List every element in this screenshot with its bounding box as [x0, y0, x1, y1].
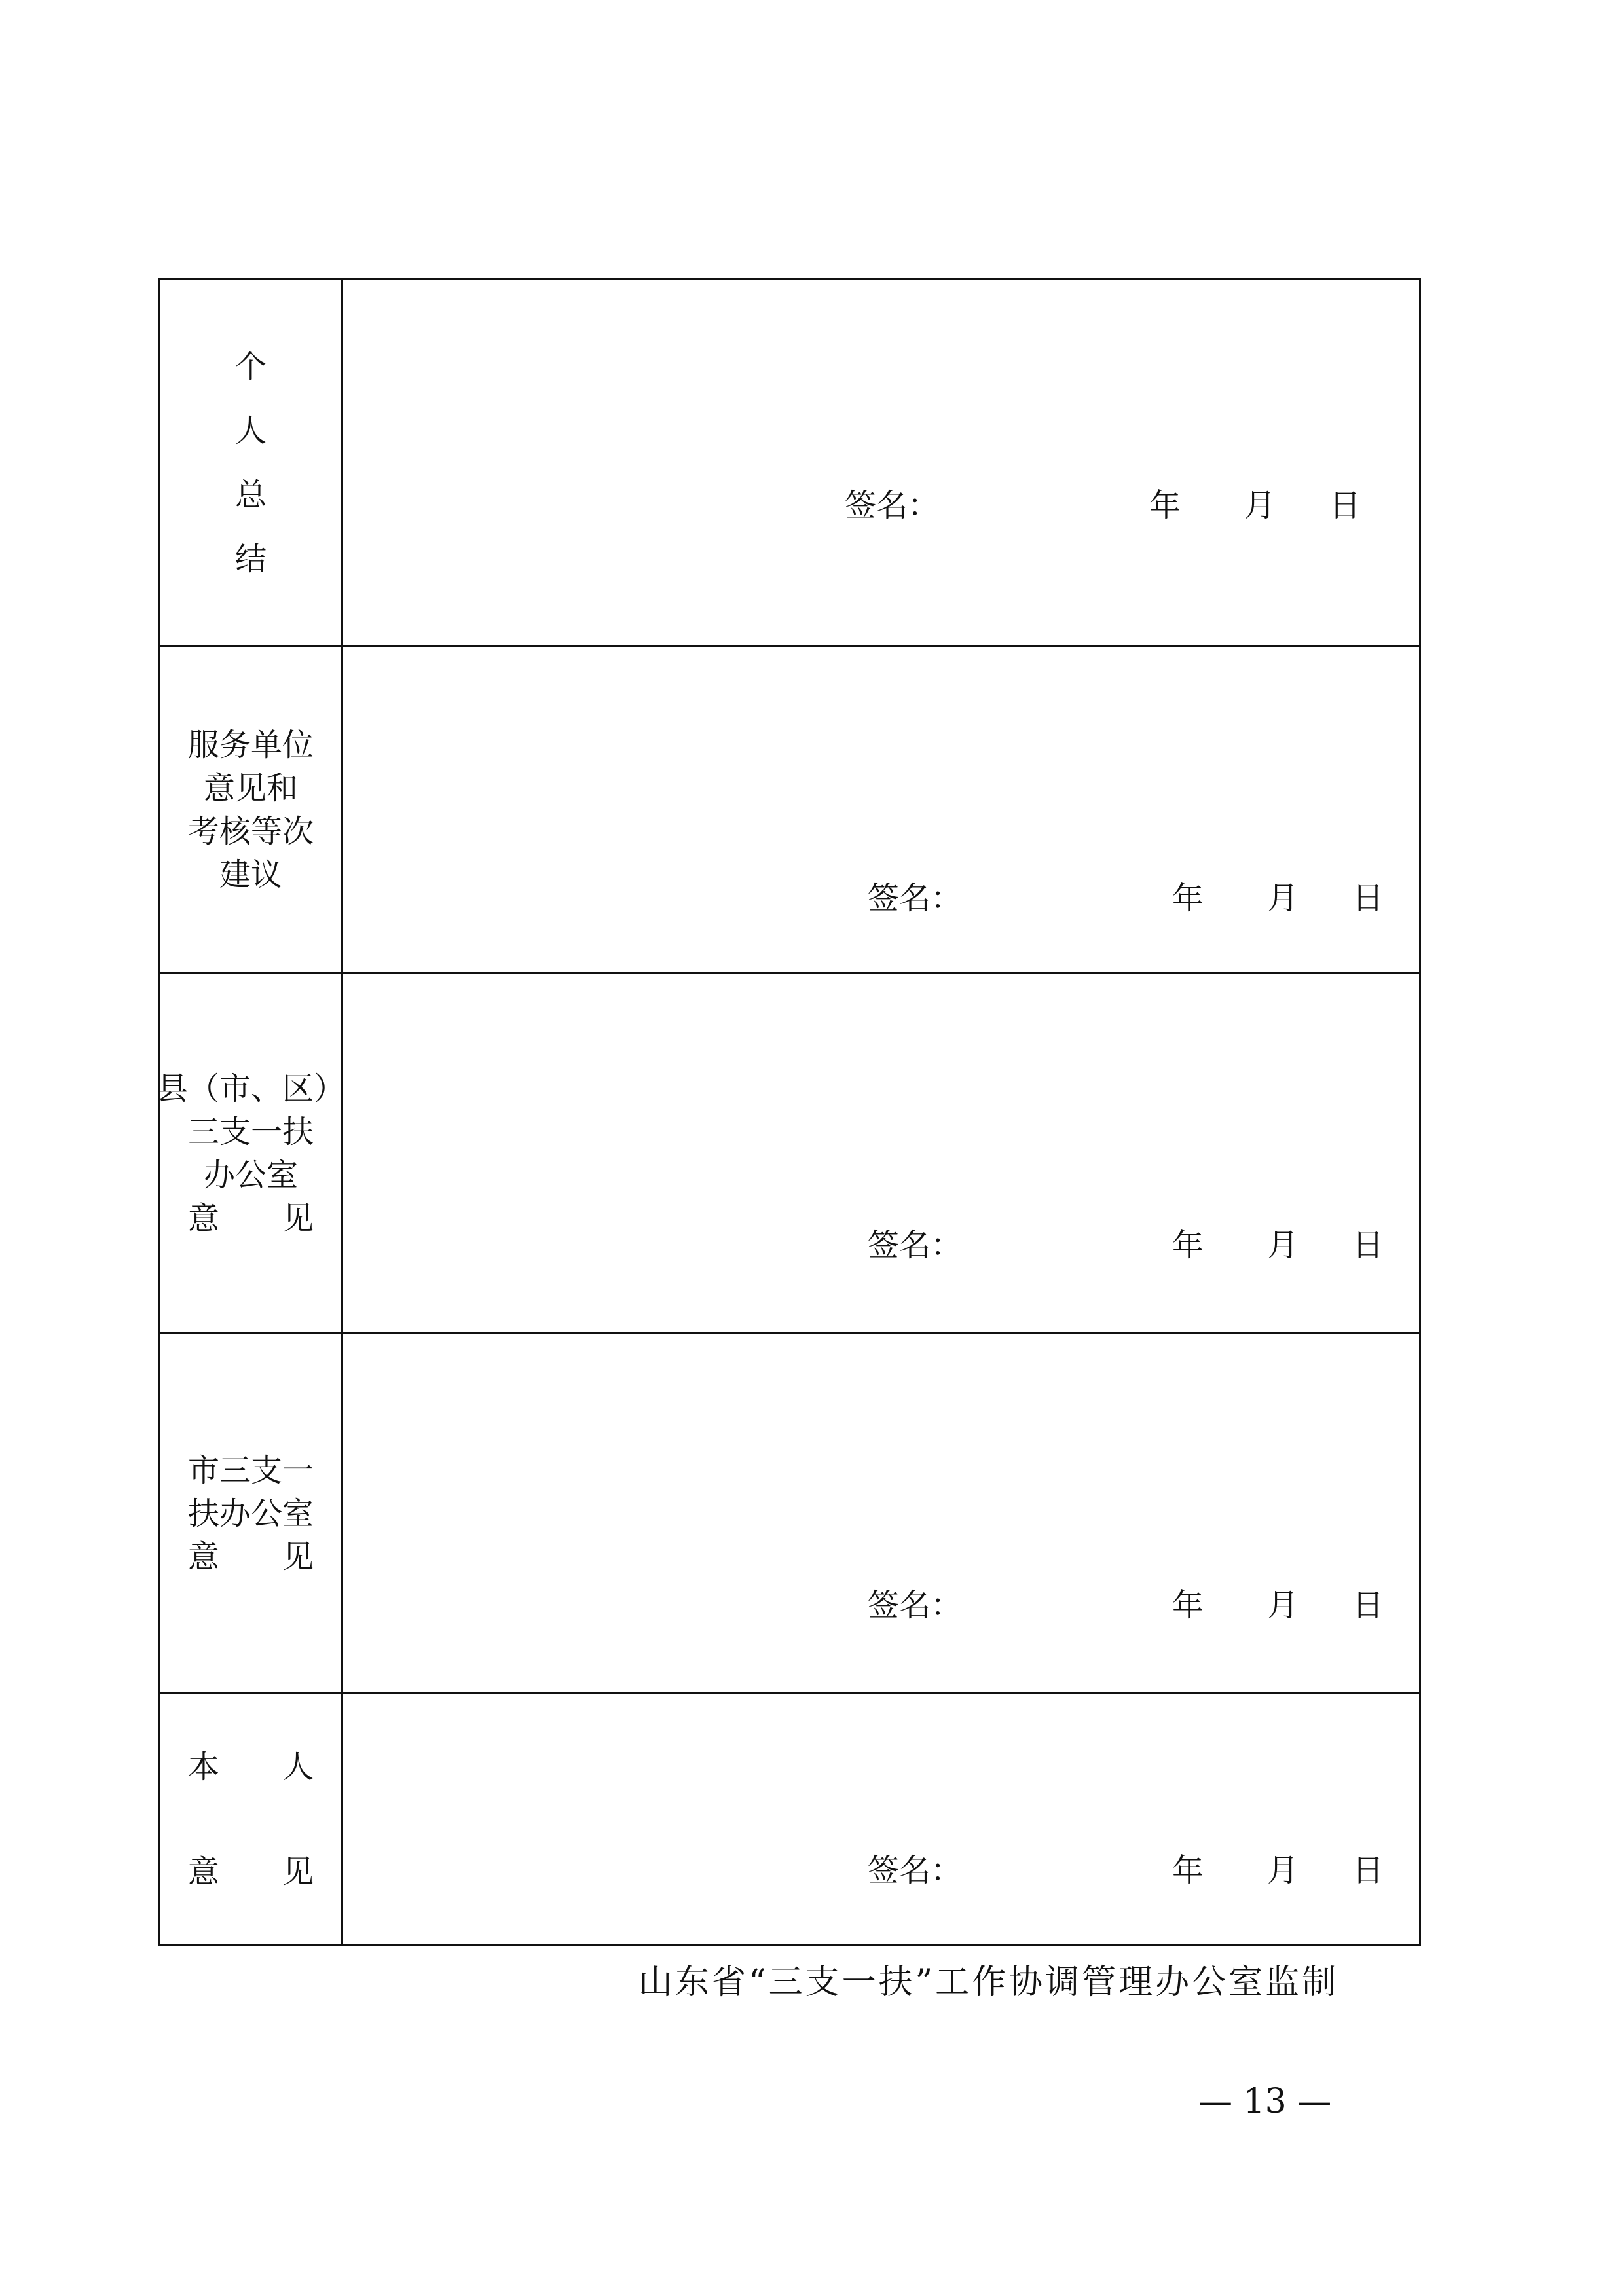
label-line: 人	[234, 412, 267, 449]
date-month: 月	[1267, 880, 1299, 917]
label-line: 本 人	[187, 1748, 314, 1785]
date-month: 月	[1267, 1852, 1299, 1889]
row-label	[160, 1694, 341, 1944]
label-line: 总	[234, 476, 267, 513]
date-year: 年	[1149, 487, 1181, 524]
date-day: 日	[1352, 1227, 1384, 1264]
column-divider	[341, 280, 343, 645]
date-day: 日	[1352, 1852, 1384, 1889]
column-divider	[341, 1334, 343, 1692]
date-month: 月	[1267, 1587, 1299, 1624]
row-service-unit-opinion	[160, 645, 1419, 972]
date-day: 日	[1352, 880, 1384, 917]
signature-label: 签名：	[868, 1852, 963, 1889]
date-year: 年	[1172, 1227, 1204, 1264]
signature-field[interactable]	[845, 480, 939, 525]
row-personal-summary	[160, 280, 1419, 645]
signature-field[interactable]	[868, 873, 962, 918]
signature-field[interactable]	[868, 1220, 962, 1265]
issuer-footnote: 山东省“三支一扶”工作协调管理办公室监制	[638, 1963, 1339, 2002]
signature-field[interactable]	[868, 1845, 962, 1890]
date-year: 年	[1172, 1852, 1204, 1889]
date-month: 月	[1267, 1227, 1299, 1264]
label-line: 考核等次	[187, 812, 314, 850]
signature-field[interactable]	[868, 1580, 962, 1625]
row-personal-opinion	[160, 1692, 1419, 1944]
row-county-office-opinion	[157, 972, 1419, 1332]
row-label	[157, 974, 346, 1332]
date-day: 日	[1329, 487, 1361, 524]
label-line: 办公室	[203, 1156, 298, 1194]
date-year: 年	[1172, 1587, 1204, 1624]
label-line: 结	[234, 540, 267, 577]
signature-label: 签名：	[868, 880, 963, 917]
label-line: 县（市、区）	[157, 1070, 346, 1107]
column-divider	[341, 1694, 343, 1944]
label-line: 市三支一	[187, 1451, 314, 1489]
label-line: 建议	[219, 856, 282, 893]
date-day: 日	[1352, 1587, 1384, 1624]
column-divider	[341, 974, 343, 1332]
row-label	[160, 647, 341, 972]
label-line: 扶办公室	[187, 1495, 314, 1532]
row-label	[160, 280, 341, 645]
label-line: 意 见	[187, 1853, 314, 1890]
label-line: 意见和	[203, 769, 298, 807]
date-year: 年	[1172, 880, 1204, 917]
row-label	[160, 1334, 341, 1692]
evaluation-form-table	[158, 278, 1421, 1946]
signature-label: 签名：	[868, 1587, 963, 1624]
row-city-office-opinion	[160, 1332, 1419, 1692]
signature-label: 签名：	[845, 487, 940, 524]
signature-label: 签名：	[868, 1227, 963, 1264]
label-line: 意 见	[187, 1538, 314, 1575]
label-line: 个	[234, 348, 267, 385]
date-month: 月	[1244, 487, 1276, 524]
page-number: — 13 —	[1198, 2082, 1332, 2121]
label-line: 三支一扶	[187, 1113, 314, 1150]
label-line: 服务单位	[187, 726, 314, 763]
label-line: 意 见	[187, 1199, 314, 1237]
column-divider	[341, 647, 343, 972]
